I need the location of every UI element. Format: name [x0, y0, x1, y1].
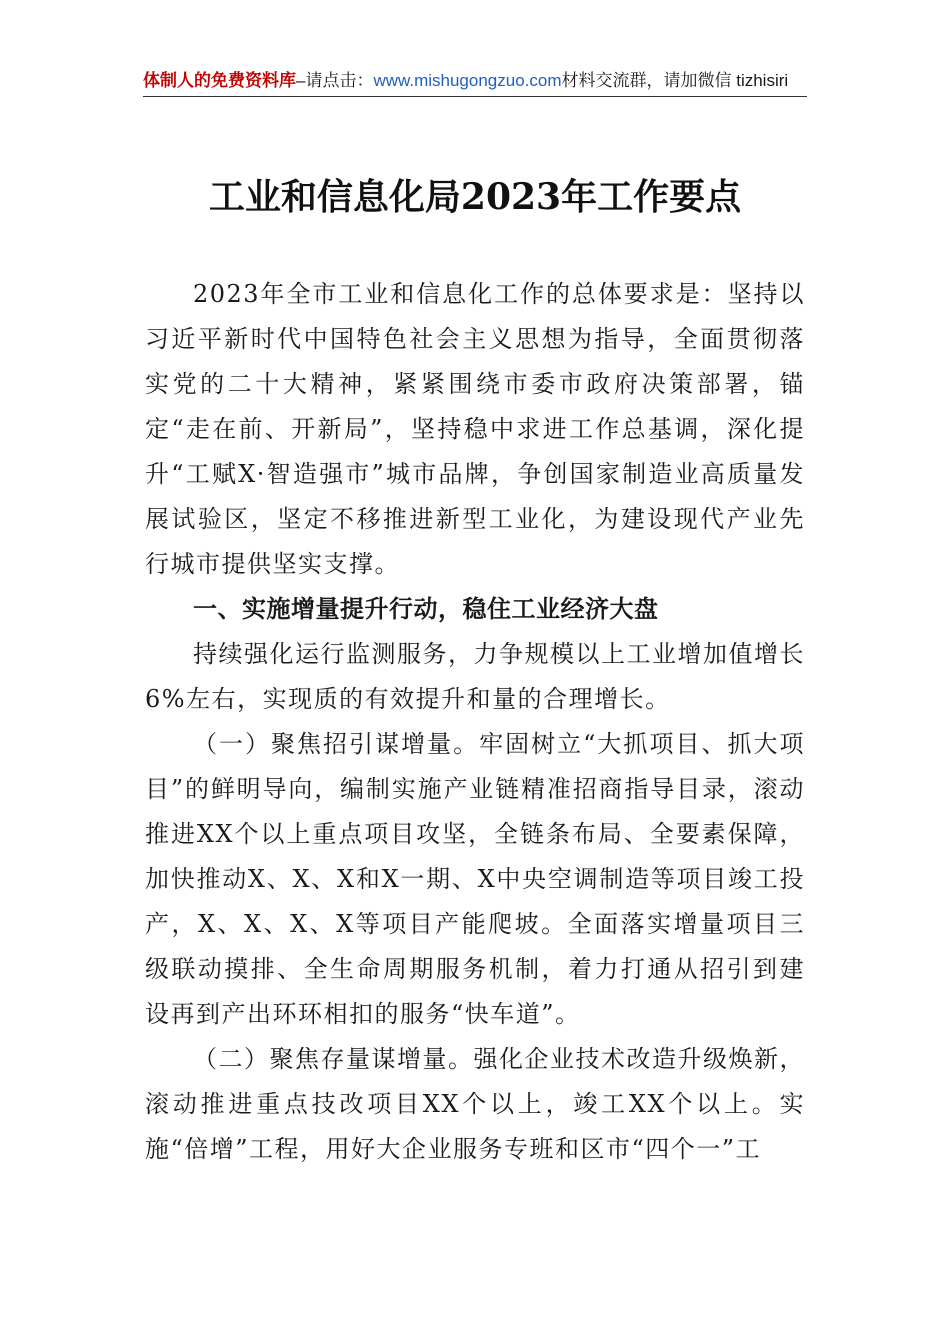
section-heading: 一、实施增量提升行动，稳住工业经济大盘 — [193, 595, 659, 623]
header-prompt: –请点击： — [296, 71, 374, 90]
document-body — [145, 272, 805, 1172]
subsection-paragraph-1: （一）聚焦招引谋增量。牢固树立“大抓项目、抓大项目”的鲜明导向，编制实施产业链精准招商指导目录，滚动推进XX个以上重点项目攻坚，全链条布局、全要素保障，加快推动X、X、X和X一期、X中央空调制造等项目竣工投产，X、X、X、X等项目产能爬坡。全面落实增量项目三级联动摸排、全生命周期服务机制，着力打通从招引到建设再到产出环环相扣的服务“快车道”。 — [145, 730, 805, 1028]
header-link[interactable]: www.mishugongzuo.com — [373, 71, 562, 90]
intro-paragraph: 2023年全市工业和信息化工作的总体要求是：坚持以习近平新时代中国特色社会主义思想为指导，全面贯彻落实党的二十大精神，紧紧围绕市委市政府决策部署，锚定“走在前、开新局”，坚持稳中求进工作总基调，深化提升“工赋X·智造强市”城市品牌，争创国家制造业高质量发展试验区，坚定不移推进新型工业化，为建设现代产业先行城市提供坚实支撑。 — [145, 280, 805, 578]
header-contact: 材料交流群，请加微信 tizhisiri — [561, 71, 789, 90]
document-title: 工业和信息化局2023年工作要点 — [208, 176, 742, 218]
section-paragraph: 持续强化运行监测服务，力争规模以上工业增加值增长6%左右，实现质的有效提升和量的合理增长。 — [145, 640, 805, 713]
header-brand: 体制人的免费资料库 — [143, 71, 296, 90]
header-banner — [143, 66, 807, 97]
subsection-paragraph-2: （二）聚焦存量谋增量。强化企业技术改造升级焕新，滚动推进重点技改项目XX个以上，竣工XX个以上。实施“倍增”工程，用好大企业服务专班和区市“四个一”工 — [145, 1045, 805, 1163]
